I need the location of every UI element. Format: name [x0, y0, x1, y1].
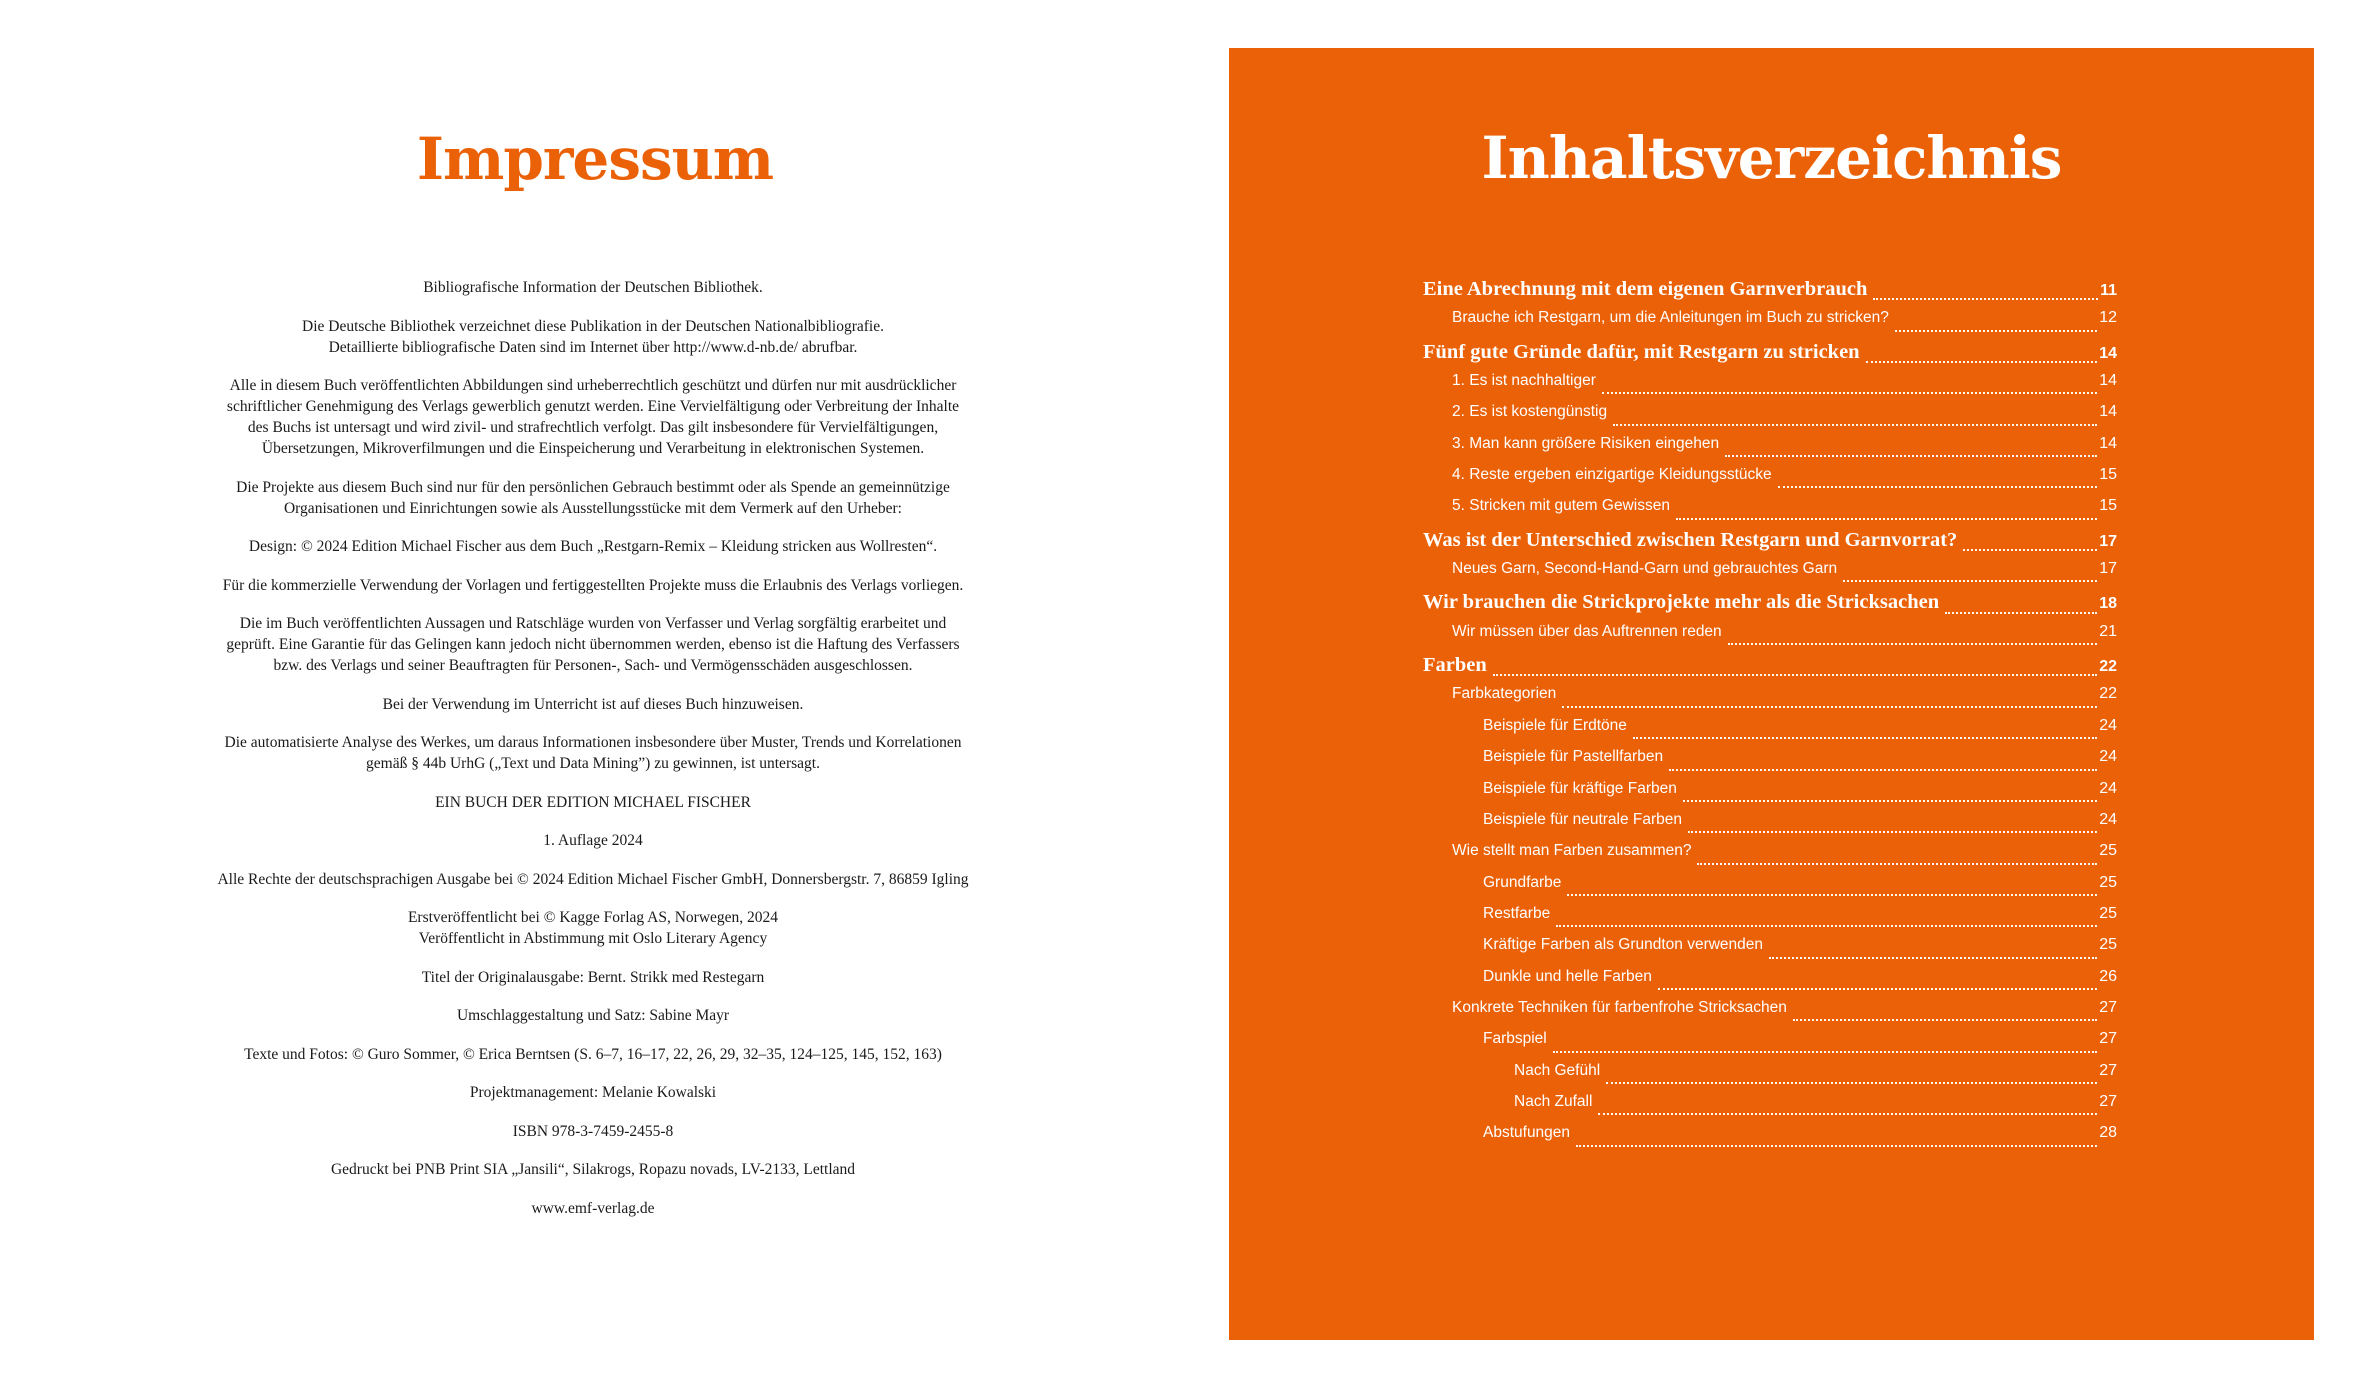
dot-leader: [1769, 956, 2097, 959]
dot-leader: [1553, 1050, 2097, 1053]
dot-leader: [1843, 579, 2097, 582]
toc-entry-page: 18: [2099, 595, 2117, 613]
toc-entry-page: 27: [2099, 998, 2117, 1016]
toc-entry-label: Beispiele für kräftige Farben: [1483, 779, 1677, 797]
impressum-paragraph: [170, 1005, 1016, 1026]
impressum-line: geprüft. Eine Garantie für das Gelingen kann jedoch nicht übernommen werden, ebenso ist die Haftung des Verfassers: [226, 636, 960, 653]
toc-entry[interactable]: [1423, 748, 2117, 779]
dot-leader: [1866, 360, 2098, 363]
toc-entry-label: 1. Es ist nachhaltiger: [1452, 372, 1596, 390]
toc-entry-page: 27: [2099, 1030, 2117, 1048]
dot-leader: [1567, 893, 2097, 896]
toc-entry-label: 3. Man kann größere Risiken eingehen: [1452, 434, 1720, 452]
toc-entry[interactable]: [1423, 811, 2117, 842]
toc-entry-page: 21: [2099, 622, 2117, 640]
toc-list: [1423, 278, 2117, 1156]
impressum-paragraph: [170, 277, 1016, 298]
toc-entry[interactable]: [1423, 654, 2117, 685]
impressum-line: Für die kommerzielle Verwendung der Vorlagen und fertiggestellten Projekte muss die Erlaubnis des Verlags vorliegen.: [222, 576, 964, 594]
dot-leader: [1895, 329, 2097, 332]
toc-entry-page: 22: [2099, 658, 2117, 676]
impressum-body: [170, 277, 1016, 1236]
dot-leader: [1945, 611, 2097, 614]
impressum-paragraph: [170, 732, 1016, 774]
toc-entry[interactable]: [1423, 717, 2117, 748]
toc-entry-page: 24: [2099, 810, 2117, 828]
toc-entry-label: Farbspiel: [1483, 1030, 1547, 1048]
toc-entry-label: Beispiele für Pastellfarben: [1483, 748, 1664, 766]
impressum-line: Die im Buch veröffentlichten Aussagen und Ratschläge wurden von Verfasser und Verlag sorgfältig erarbeitet und: [239, 615, 947, 632]
impressum-paragraph: [170, 536, 1016, 557]
toc-entry[interactable]: [1423, 842, 2117, 873]
toc-entry[interactable]: [1423, 591, 2117, 622]
toc-entry-label: Dunkle und helle Farben: [1483, 967, 1652, 985]
toc-entry-label: Wir brauchen die Strickprojekte mehr als die Stricksachen: [1423, 591, 1940, 614]
dot-leader: [1613, 423, 2097, 426]
toc-entry-label: 5. Stricken mit gutem Gewissen: [1452, 497, 1670, 515]
toc-entry[interactable]: [1423, 1062, 2117, 1093]
dot-leader: [1493, 673, 2097, 676]
impressum-line: Projektmanagement: Melanie Kowalski: [469, 1084, 717, 1101]
toc-entry-label: Farben: [1423, 654, 1487, 677]
dot-leader: [1793, 1018, 2097, 1021]
impressum-paragraph: [170, 907, 1016, 949]
toc-entry-page: 24: [2099, 779, 2117, 797]
toc-entry[interactable]: [1423, 1124, 2117, 1155]
dot-leader: [1669, 768, 2097, 771]
impressum-line: Titel der Originalausgabe: Bernt. Strikk med Restegarn: [421, 968, 765, 986]
toc-entry[interactable]: [1423, 372, 2117, 403]
toc-entry-page: 25: [2099, 904, 2117, 922]
impressum-line: schriftlicher Genehmigung des Verlags gewerblich genutzt werden. Eine Vervielfältigung oder Verbreitung der Inhalte: [226, 398, 960, 415]
toc-entry-page: 12: [2099, 309, 2117, 327]
toc-entry-page: 14: [2099, 344, 2117, 362]
impressum-line: Übersetzungen, Mikroverfilmungen und die Einspeicherung und Verarbeitung in elektronischen Systemen.: [261, 440, 925, 457]
impressum-paragraph: [170, 1159, 1016, 1180]
impressum-paragraph: [170, 613, 1016, 676]
impressum-line: Detaillierte bibliografische Daten sind im Internet über http://www.d-nb.de/ abrufbar.: [328, 338, 858, 356]
toc-entry-page: 22: [2099, 685, 2117, 703]
impressum-paragraph: [170, 967, 1016, 988]
toc-entry-label: 2. Es ist kostengünstig: [1452, 403, 1608, 421]
toc-entry-page: 25: [2099, 873, 2117, 891]
impressum-line: Alle Rechte der deutschsprachigen Ausgabe bei © 2024 Edition Michael Fischer GmbH, Donnersbergstr. 7, 86859 Igling: [217, 870, 969, 888]
impressum-line: Texte und Fotos: © Guro Sommer, © Erica Berntsen (S. 6–7, 16–17, 22, 26, 29, 32–35, 124–125, 145, 152, 163): [244, 1045, 942, 1063]
toc-entry-page: 26: [2099, 967, 2117, 985]
toc-page: [1229, 48, 2314, 1340]
impressum-line: des Buchs ist untersagt und wird zivil- und strafrechtlich verfolgt. Das gilt insbesondere für Vervielfältigungen,: [247, 419, 939, 436]
dot-leader: [1676, 517, 2097, 520]
toc-entry[interactable]: [1423, 466, 2117, 497]
impressum-paragraph: [170, 792, 1016, 813]
toc-entry-page: 24: [2099, 748, 2117, 766]
dot-leader: [1576, 1144, 2097, 1147]
dot-leader: [1598, 1112, 2097, 1115]
toc-entry[interactable]: [1423, 278, 2117, 309]
impressum-paragraph: [170, 694, 1016, 715]
dot-leader: [1633, 736, 2097, 739]
impressum-line: Die Projekte aus diesem Buch sind nur für den persönlichen Gebrauch bestimmt oder als Spende an gemeinnützige: [236, 478, 950, 496]
toc-entry-page: 25: [2099, 842, 2117, 860]
dot-leader: [1556, 924, 2097, 927]
dot-leader: [1683, 799, 2097, 802]
toc-entry-label: Kräftige Farben als Grundton verwenden: [1483, 936, 1764, 954]
dot-leader: [1688, 830, 2097, 833]
toc-entry-label: Neues Garn, Second-Hand-Garn und gebrauchtes Garn: [1452, 560, 1838, 578]
toc-entry[interactable]: [1423, 309, 2117, 340]
dot-leader: [1873, 297, 2098, 300]
impressum-line: Bei der Verwendung im Unterricht ist auf dieses Buch hinzuweisen.: [382, 695, 804, 713]
dot-leader: [1778, 485, 2098, 488]
impressum-line: ISBN 978-3-7459-2455-8: [512, 1122, 674, 1140]
impressum-line: Alle in diesem Buch veröffentlichten Abbildungen sind urheberrechtlich geschützt und dürfen nur mit ausdrücklicher: [229, 377, 957, 394]
impressum-line: Erstveröffentlicht bei © Kagge Forlag AS, Norwegen, 2024: [407, 909, 779, 926]
dot-leader: [1562, 705, 2097, 708]
impressum-line: Umschlaggestaltung und Satz: Sabine Mayr: [456, 1007, 730, 1024]
toc-entry[interactable]: [1423, 623, 2117, 654]
toc-entry[interactable]: [1423, 999, 2117, 1030]
toc-entry[interactable]: [1423, 874, 2117, 905]
toc-entry-label: Nach Zufall: [1514, 1092, 1593, 1110]
impressum-paragraph: [170, 1082, 1016, 1103]
toc-entry[interactable]: [1423, 529, 2117, 560]
toc-entry-label: Beispiele für neutrale Farben: [1483, 810, 1683, 828]
impressum-line: Die automatisierte Analyse des Werkes, um daraus Informationen insbesondere über Muster, Trends und Korrelationen: [224, 734, 962, 751]
toc-entry-label: Wie stellt man Farben zusammen?: [1452, 842, 1692, 860]
dot-leader: [1697, 862, 2097, 865]
toc-entry-page: 25: [2099, 936, 2117, 954]
toc-entry-page: 27: [2099, 1092, 2117, 1110]
toc-entry-label: Eine Abrechnung mit dem eigenen Garnverbrauch: [1423, 278, 1868, 300]
impressum-paragraph: [170, 1198, 1016, 1219]
impressum-paragraph: [170, 1121, 1016, 1142]
toc-entry[interactable]: [1423, 341, 2117, 372]
impressum-line: bzw. des Verlags und seiner Beauftragten für Personen-, Sach- und Vermögensschäden ausgeschlossen.: [273, 657, 913, 674]
impressum-line: Organisationen und Einrichtungen sowie als Ausstellungsstücke mit dem Vermerk auf den Urheber:: [283, 499, 902, 517]
impressum-paragraph: [170, 1044, 1016, 1065]
impressum-line: gemäß § 44b UrhG („Text und Data Mining”) zu gewinnen, ist untersagt.: [366, 755, 820, 772]
toc-entry-label: Brauche ich Restgarn, um die Anleitungen im Buch zu stricken?: [1452, 309, 1889, 327]
toc-entry-label: Fünf gute Gründe dafür, mit Restgarn zu stricken: [1423, 340, 1860, 363]
toc-entry-label: Wir müssen über das Auftrennen reden: [1452, 622, 1722, 640]
toc-entry[interactable]: [1423, 435, 2117, 466]
dot-leader: [1963, 548, 2097, 551]
toc-entry-label: Restfarbe: [1483, 904, 1551, 922]
toc-entry[interactable]: [1423, 403, 2117, 434]
impressum-title: Impressum: [416, 125, 774, 193]
toc-entry-label: Was ist der Unterschied zwischen Restgarn und Garnvorrat?: [1423, 528, 1958, 551]
toc-entry[interactable]: [1423, 780, 2117, 811]
toc-entry[interactable]: [1423, 968, 2117, 999]
toc-entry[interactable]: [1423, 560, 2117, 591]
toc-entry-label: Grundfarbe: [1483, 873, 1562, 891]
toc-entry[interactable]: [1423, 936, 2117, 967]
toc-entry-page: 14: [2099, 434, 2117, 452]
dot-leader: [1606, 1081, 2097, 1084]
impressum-paragraph: [170, 869, 1016, 890]
impressum-line: 1. Auflage 2024: [543, 832, 643, 849]
toc-entry-page: 17: [2099, 532, 2117, 550]
toc-entry-page: 27: [2099, 1061, 2117, 1079]
toc-entry-page: 28: [2099, 1124, 2117, 1142]
toc-entry-label: Nach Gefühl: [1514, 1061, 1601, 1079]
toc-entry-label: Farbkategorien: [1452, 685, 1557, 703]
impressum-line: Veröffentlicht in Abstimmung mit Oslo Literary Agency: [418, 930, 768, 947]
toc-entry[interactable]: [1423, 1093, 2117, 1124]
toc-entry-page: 14: [2099, 403, 2117, 421]
impressum-line: Bibliografische Information der Deutschen Bibliothek.: [423, 279, 763, 296]
toc-entry-label: 4. Reste ergeben einzigartige Kleidungsstücke: [1452, 466, 1772, 484]
toc-entry[interactable]: [1423, 1030, 2117, 1061]
toc-entry-page: 15: [2099, 497, 2117, 515]
dot-leader: [1602, 391, 2097, 394]
impressum-line: Die Deutsche Bibliothek verzeichnet diese Publikation in der Deutschen Nationalbibliografie.: [302, 317, 884, 335]
toc-entry[interactable]: [1423, 905, 2117, 936]
impressum-line: Design: © 2024 Edition Michael Fischer aus dem Buch „Restgarn-Remix – Kleidung stricken aus Wollresten“.: [248, 538, 938, 555]
impressum-paragraph: [170, 375, 1016, 459]
dot-leader: [1725, 454, 2097, 457]
toc-entry-page: 15: [2099, 466, 2117, 484]
toc-entry[interactable]: [1423, 497, 2117, 528]
impressum-paragraph: [170, 575, 1016, 596]
toc-entry-label: Konkrete Techniken für farbenfrohe Stricksachen: [1452, 998, 1787, 1016]
dot-leader: [1658, 987, 2097, 990]
impressum-paragraph: [170, 477, 1016, 519]
toc-entry-page: 14: [2099, 372, 2117, 390]
impressum-line: EIN BUCH DER EDITION MICHAEL FISCHER: [435, 793, 751, 811]
impressum-paragraph: [170, 316, 1016, 358]
toc-entry-page: 17: [2099, 560, 2117, 578]
toc-entry[interactable]: [1423, 685, 2117, 716]
impressum-line: www.emf-verlag.de: [531, 1199, 655, 1217]
dot-leader: [1728, 642, 2098, 645]
toc-entry-label: Abstufungen: [1483, 1124, 1571, 1142]
toc-title: Inhaltsverzeichnis: [1481, 124, 2062, 192]
impressum-line: Gedruckt bei PNB Print SIA „Jansili“, Silakrogs, Ropazu novads, LV-2133, Lettland: [330, 1161, 856, 1178]
toc-entry-page: 24: [2099, 716, 2117, 734]
impressum-paragraph: [170, 830, 1016, 851]
toc-entry-page: 11: [2100, 282, 2117, 299]
toc-entry-label: Beispiele für Erdtöne: [1483, 716, 1627, 734]
